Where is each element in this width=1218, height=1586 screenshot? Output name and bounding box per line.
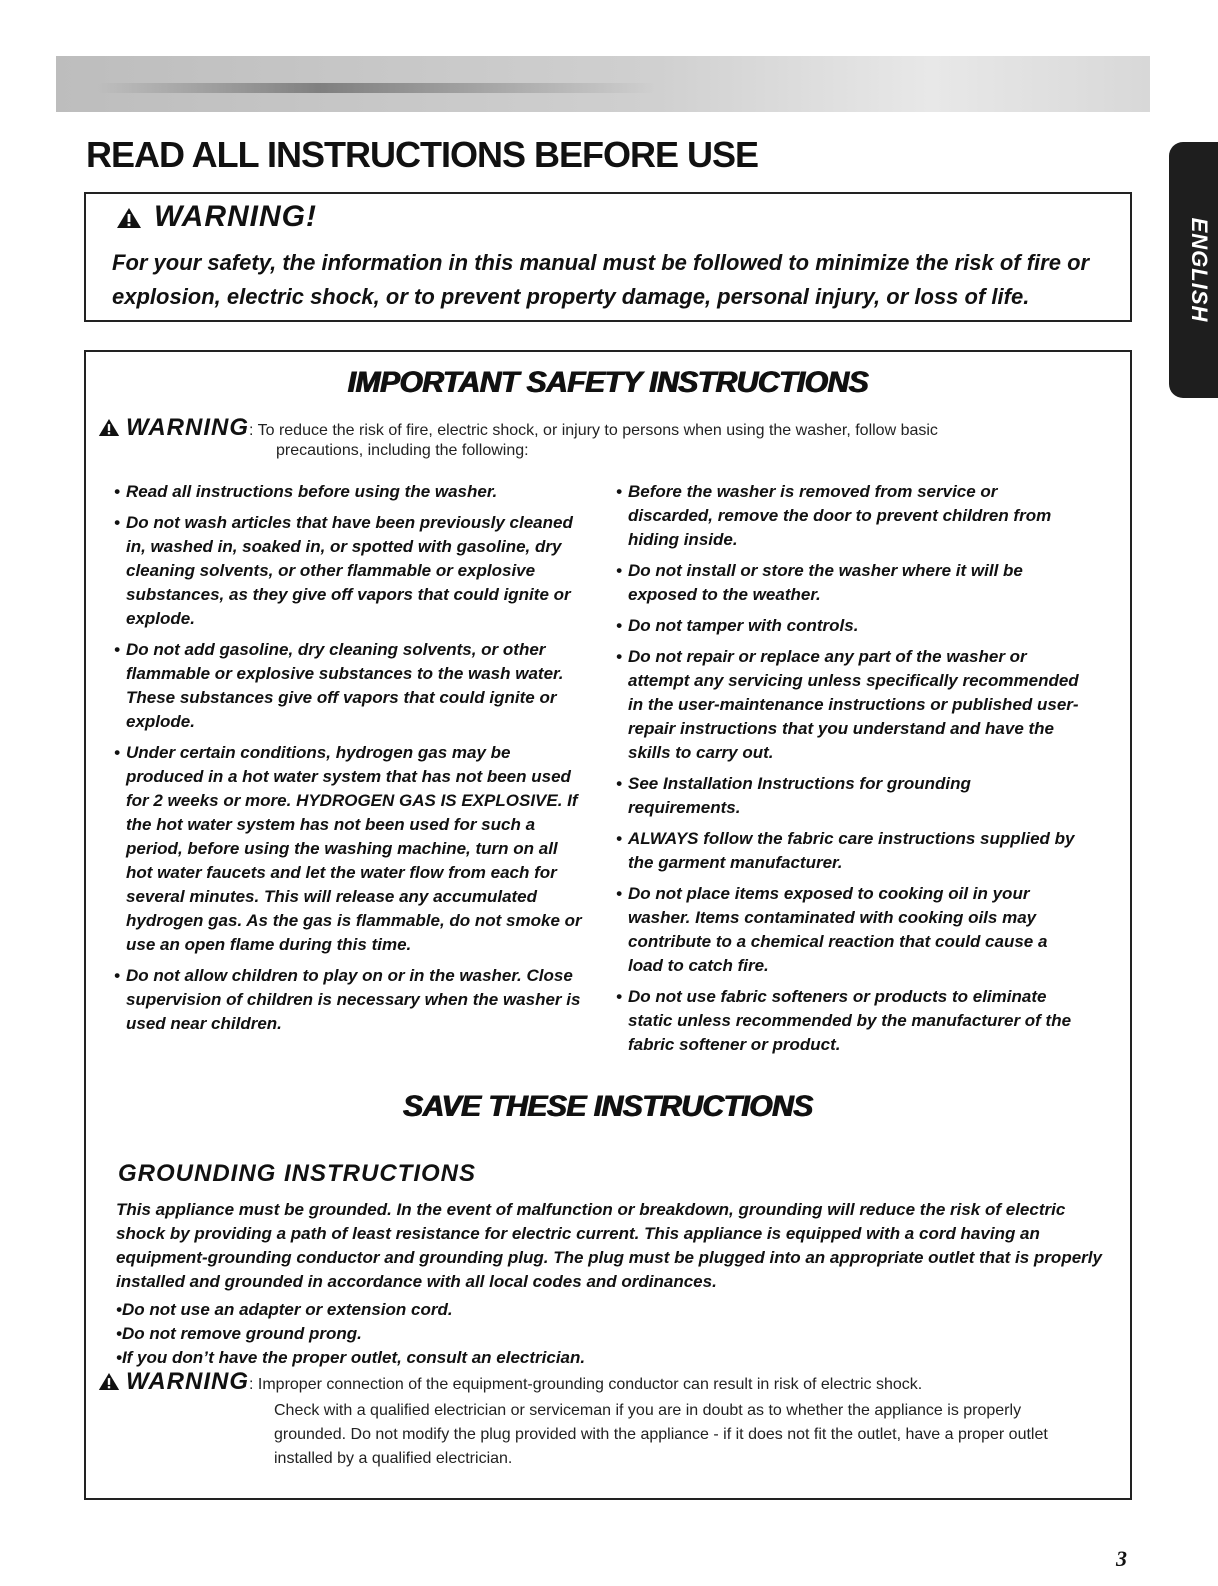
grounding-paragraph: This appliance must be grounded. In the event of malfunction or breakdown, grounding will reduce the risk of electric shock by providing a path of least resistance for electric current. This appliance is equipped with a cord having an equipment-grounding conductor and grounding plug. The plug must be plugged into an appropriate outlet that is properly installed and grounded in accordance with all local codes and ordinances.: [116, 1200, 1102, 1291]
safety-right-column: [616, 480, 1086, 1064]
list-item: • Under certain conditions, hydrogen gas may be produced in a hot water system that has not been used for 2 weeks or more. HYDROGEN GAS IS EXPLOSIVE. If the hot water system has not been used for such a period, before using the washing machine, turn on all hot water faucets and let the water flow from each for several minutes. This will release any accumulated hydrogen gas. As the gas is flammable, do not smoke or use an open flame during this time.: [114, 741, 584, 957]
warning-text: For your safety, the information in this manual must be followed to minimize the risk of fire or explosion, electric shock, or to prevent property damage, personal injury, or loss of life.: [112, 250, 1090, 309]
warning-box: [84, 192, 1132, 322]
list-item: • If you don’t have the proper outlet, consult an electrician.: [116, 1346, 585, 1370]
list-item: • Do not use fabric softeners or products to eliminate static unless recommended by the manufacturer of the fabric softener or product.: [616, 985, 1086, 1057]
safety-warning: WARNING: To reduce the risk of fire, electric shock, or injury to persons when using the washer, follow basic precautions, including the following:: [98, 418, 938, 461]
safety-title: IMPORTANT SAFETY INSTRUCTIONS: [347, 366, 869, 399]
list-item: • Do not repair or replace any part of the washer or attempt any servicing unless specifically recommended in the user-maintenance instructions or published user-repair instructions that you understand and have the skills to carry out.: [616, 645, 1086, 765]
safety-instructions-box: [84, 350, 1132, 1500]
language-tab: [1169, 142, 1218, 398]
warning-triangle-icon: [98, 418, 120, 437]
safety-warning-text-2: precautions, including the following:: [276, 442, 529, 459]
warning-title: [116, 200, 317, 234]
list-item: • Do not remove ground prong.: [116, 1322, 585, 1346]
grounding-list: [116, 1298, 585, 1370]
grounding-warning-text-2: Check with a qualified electrician or serviceman if you are in doubt as to whether the appliance is properly grounded. Do not modify the plug provided with the appliance - if it does not fit the outlet, have a proper outlet installed by a qualified electrician.: [274, 1402, 1048, 1467]
list-item: • Do not add gasoline, dry cleaning solvents, or other flammable or explosive substances to the wash water. These substances give off vapors that could ignite or explode.: [114, 638, 584, 734]
warning-triangle-icon: [98, 1372, 120, 1391]
grounding-heading: GROUNDING INSTRUCTIONS: [118, 1160, 476, 1187]
save-instructions-title: SAVE THESE INSTRUCTIONS: [403, 1090, 813, 1123]
warning-title-text: WARNING!: [154, 200, 317, 233]
safety-warning-label: WARNING: [126, 414, 249, 441]
list-item: • Do not allow children to play on or in the washer. Close supervision of children is necessary when the washer is used near children.: [114, 964, 584, 1036]
grounding-warning: WARNING: Improper connection of the equipment-grounding conductor can result in risk of electric shock. Check with a qualified electrician or serviceman if you are in doubt as to whether the appliance is properly grounded. Do not modify the plug provided with the appliance - if it does not fit the outlet, have a proper outlet installed by a qualified electrician.: [98, 1372, 1118, 1471]
header-gradient-bar: [56, 56, 1150, 112]
safety-warning-text-1: To reduce the risk of fire, electric shock, or injury to persons when using the washer, follow basic: [257, 422, 938, 439]
list-item: • Do not use an adapter or extension cord.: [116, 1298, 585, 1322]
language-tab-label: ENGLISH: [1187, 217, 1212, 323]
list-item: • Do not install or store the washer where it will be exposed to the weather.: [616, 559, 1086, 607]
safety-left-column: [114, 480, 584, 1043]
list-item: • Before the washer is removed from service or discarded, remove the door to prevent children from hiding inside.: [616, 480, 1086, 552]
warning-triangle-icon: [116, 207, 142, 229]
list-item: • Do not place items exposed to cooking oil in your washer. Items contaminated with cooking oils may contribute to a chemical reaction that could cause a load to catch fire.: [616, 882, 1086, 978]
list-item: • Read all instructions before using the washer.: [114, 480, 584, 504]
grounding-warning-label: WARNING: [126, 1368, 249, 1395]
page-title: READ ALL INSTRUCTIONS BEFORE USE: [86, 134, 759, 175]
list-item: • See Installation Instructions for grounding requirements.: [616, 772, 1086, 820]
grounding-warning-text-1: Improper connection of the equipment-grounding conductor can result in risk of electric shock.: [257, 1376, 923, 1393]
list-item: • Do not tamper with controls.: [616, 614, 1086, 638]
list-item: • Do not wash articles that have been previously cleaned in, washed in, soaked in, or spotted with gasoline, dry cleaning solvents, or other flammable or explosive substances, as they give off vapors that could ignite or explode.: [114, 511, 584, 631]
list-item: • ALWAYS follow the fabric care instructions supplied by the garment manufacturer.: [616, 827, 1086, 875]
page-number: 3: [1116, 1546, 1127, 1571]
